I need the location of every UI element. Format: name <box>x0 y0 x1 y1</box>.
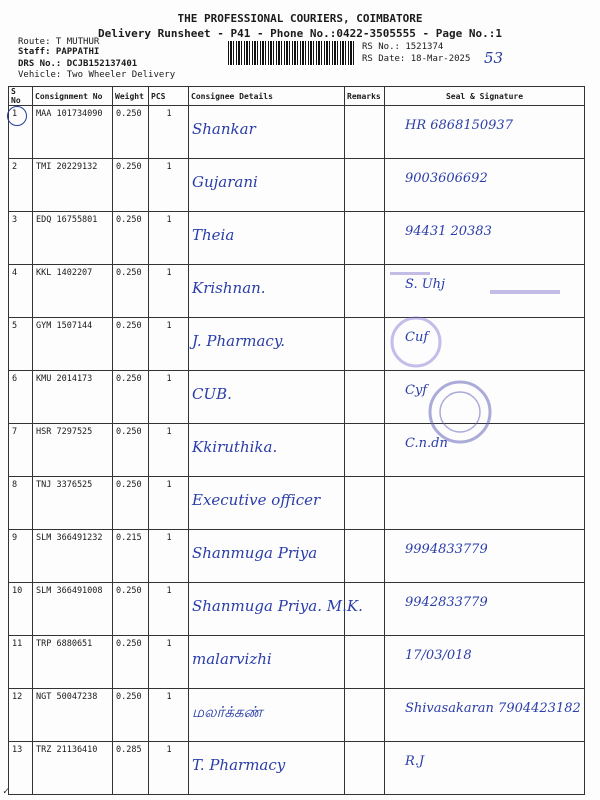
handwritten-count: 53 <box>484 49 504 67</box>
serial-number: 1 <box>9 106 33 159</box>
consignment-number: KKL 1402207 <box>33 265 113 318</box>
consignment-number: TMI 20229132 <box>33 159 113 212</box>
corner-mark: ✓ <box>3 786 10 797</box>
signature-cell: Cuf <box>385 318 585 371</box>
weight-value: 0.250 <box>113 265 149 318</box>
signature-cell <box>385 477 585 530</box>
consignment-number: TRZ 21136410 <box>33 742 113 795</box>
consignment-number: TRP 6880651 <box>33 636 113 689</box>
weight-value: 0.250 <box>113 424 149 477</box>
table-row <box>9 530 585 583</box>
weight-value: 0.250 <box>113 583 149 636</box>
consignee-name: Theia <box>189 212 345 265</box>
weight-value: 0.250 <box>113 106 149 159</box>
rs-number: RS No.: 1521374 <box>362 42 444 52</box>
consignee-name: malarvizhi <box>189 636 345 689</box>
remarks-cell <box>345 265 385 318</box>
table-row <box>9 583 585 636</box>
signature-cell: HR 6868150937 <box>385 106 585 159</box>
remarks-cell <box>345 106 385 159</box>
consignment-number: EDQ 16755801 <box>33 212 113 265</box>
pcs-value: 1 <box>149 636 189 689</box>
remarks-cell <box>345 212 385 265</box>
runsheet-subtitle: Delivery Runsheet - P41 - Phone No.:0422-3505555 - Page No.:1 <box>98 27 502 40</box>
drs-number: DRS No.: DCJB152137401 <box>18 59 138 69</box>
remarks-cell <box>345 477 385 530</box>
weight-value: 0.250 <box>113 159 149 212</box>
pcs-value: 1 <box>149 212 189 265</box>
serial-number: 11 <box>9 636 33 689</box>
col-header-sno: S No <box>9 87 33 106</box>
pcs-value: 1 <box>149 424 189 477</box>
table-row <box>9 371 585 424</box>
handwritten-circle-icon <box>7 106 27 126</box>
vehicle-label: Vehicle: Two Wheeler Delivery <box>18 70 176 80</box>
pcs-value: 1 <box>149 689 189 742</box>
consignment-number: HSR 7297525 <box>33 424 113 477</box>
staff-label: Staff: PAPPATHI <box>18 47 100 57</box>
table-row <box>9 318 585 371</box>
route-label: Route: T MUTHUR <box>18 37 100 47</box>
serial-number: 4 <box>9 265 33 318</box>
table-row <box>9 106 585 159</box>
weight-value: 0.250 <box>113 636 149 689</box>
consignment-number: MAA 101734090 <box>33 106 113 159</box>
table-row <box>9 477 585 530</box>
remarks-cell <box>345 636 385 689</box>
signature-cell: Shivasakaran 7904423182 <box>385 689 585 742</box>
serial-number: 5 <box>9 318 33 371</box>
consignee-name: J. Pharmacy. <box>189 318 345 371</box>
weight-value: 0.250 <box>113 477 149 530</box>
weight-value: 0.215 <box>113 530 149 583</box>
pcs-value: 1 <box>149 159 189 212</box>
remarks-cell <box>345 530 385 583</box>
consignee-name: மலர்க்கண் <box>189 689 345 742</box>
signature-cell: R.J <box>385 742 585 795</box>
serial-number: 9 <box>9 530 33 583</box>
weight-value: 0.250 <box>113 212 149 265</box>
consignee-name: CUB. <box>189 371 345 424</box>
weight-value: 0.250 <box>113 318 149 371</box>
consignee-name: Executive officer <box>189 477 345 530</box>
consignment-number: GYM 1507144 <box>33 318 113 371</box>
serial-number: 8 <box>9 477 33 530</box>
consignment-number: TNJ 3376525 <box>33 477 113 530</box>
runsheet-table <box>8 86 585 795</box>
serial-number: 7 <box>9 424 33 477</box>
col-header-consignment: Consignment No <box>33 87 113 106</box>
pcs-value: 1 <box>149 583 189 636</box>
serial-number: 13 <box>9 742 33 795</box>
barcode-image <box>228 41 356 65</box>
pcs-value: 1 <box>149 106 189 159</box>
signature-cell: 9003606692 <box>385 159 585 212</box>
col-header-weight: Weight <box>113 87 149 106</box>
consignee-name: Shanmuga Priya <box>189 530 345 583</box>
serial-number: 10 <box>9 583 33 636</box>
consignee-name: Shankar <box>189 106 345 159</box>
consignee-name: Shanmuga Priya. M.K. <box>189 583 345 636</box>
pcs-value: 1 <box>149 318 189 371</box>
remarks-cell <box>345 583 385 636</box>
table-row <box>9 689 585 742</box>
signature-cell: 94431 20383 <box>385 212 585 265</box>
serial-number: 6 <box>9 371 33 424</box>
remarks-cell <box>345 742 385 795</box>
signature-cell: C.n.dn <box>385 424 585 477</box>
pcs-value: 1 <box>149 477 189 530</box>
remarks-cell <box>345 689 385 742</box>
remarks-cell <box>345 424 385 477</box>
col-header-remarks: Remarks <box>345 87 385 106</box>
remarks-cell <box>345 318 385 371</box>
serial-number: 2 <box>9 159 33 212</box>
pcs-value: 1 <box>149 530 189 583</box>
consignee-name: Kkiruthika. <box>189 424 345 477</box>
table-header-row <box>9 87 585 106</box>
signature-cell: Cyf <box>385 371 585 424</box>
pcs-value: 1 <box>149 265 189 318</box>
table-row <box>9 265 585 318</box>
signature-cell: 9942833779 <box>385 583 585 636</box>
col-header-signature: Seal & Signature <box>385 87 585 106</box>
rs-date: RS Date: 18-Mar-2025 <box>362 54 471 64</box>
serial-number: 3 <box>9 212 33 265</box>
signature-cell: 17/03/018 <box>385 636 585 689</box>
table-row <box>9 636 585 689</box>
remarks-cell <box>345 159 385 212</box>
consignee-name: Gujarani <box>189 159 345 212</box>
weight-value: 0.285 <box>113 742 149 795</box>
consignee-name: Krishnan. <box>189 265 345 318</box>
serial-number: 12 <box>9 689 33 742</box>
document-title: THE PROFESSIONAL COURIERS, COIMBATORE <box>177 12 423 25</box>
consignment-number: SLM 366491008 <box>33 583 113 636</box>
pcs-value: 1 <box>149 742 189 795</box>
col-header-pcs: PCS <box>149 87 189 106</box>
consignment-number: SLM 366491232 <box>33 530 113 583</box>
pcs-value: 1 <box>149 371 189 424</box>
remarks-cell <box>345 371 385 424</box>
signature-cell: 9994833779 <box>385 530 585 583</box>
weight-value: 0.250 <box>113 689 149 742</box>
weight-value: 0.250 <box>113 371 149 424</box>
signature-cell: S. Uhj <box>385 265 585 318</box>
table-row <box>9 424 585 477</box>
consignment-number: NGT 50047238 <box>33 689 113 742</box>
consignment-number: KMU 2014173 <box>33 371 113 424</box>
consignee-name: T. Pharmacy <box>189 742 345 795</box>
table-row <box>9 212 585 265</box>
col-header-consignee: Consignee Details <box>189 87 345 106</box>
table-row <box>9 159 585 212</box>
table-row <box>9 742 585 795</box>
